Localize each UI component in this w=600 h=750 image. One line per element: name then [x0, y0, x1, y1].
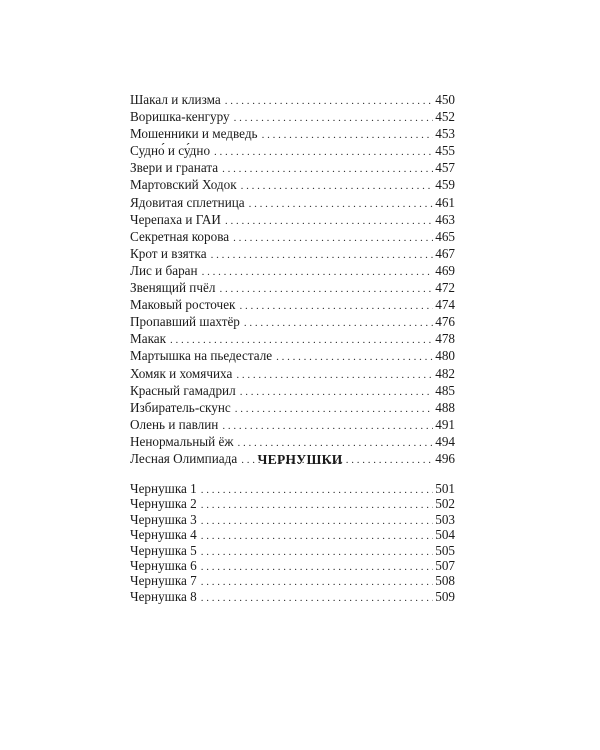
toc-entry-page: 450 — [435, 92, 455, 107]
toc-entry-page: 502 — [435, 496, 455, 512]
dot-leader — [234, 110, 434, 127]
toc-entry — [130, 527, 455, 542]
toc-entry-title: Чернушка 7 — [130, 573, 197, 589]
toc-entry — [130, 176, 455, 193]
dot-leader — [201, 498, 433, 513]
toc-entry-title: Чернушка 6 — [130, 557, 197, 573]
toc-entry — [130, 496, 455, 511]
toc-entry — [130, 347, 455, 364]
toc-entry-title: Чернушка 3 — [130, 511, 197, 527]
toc-entry — [130, 245, 455, 262]
toc-entry — [130, 382, 455, 399]
dot-leader — [235, 401, 433, 418]
toc-entry-page: 478 — [435, 331, 455, 347]
toc-entry — [130, 142, 455, 159]
dot-leader — [201, 560, 433, 575]
dot-leader — [201, 545, 433, 560]
dot-leader — [201, 483, 433, 498]
dot-leader — [237, 435, 433, 452]
toc-entry — [130, 91, 455, 108]
toc-entry — [130, 296, 455, 313]
dot-leader — [240, 384, 434, 401]
toc-entry — [130, 365, 455, 382]
toc-entry-page: 463 — [435, 211, 455, 227]
toc-entry-page: 505 — [435, 542, 455, 558]
toc-entry — [130, 433, 455, 450]
toc-entry-page: 465 — [435, 228, 455, 244]
toc-entry-page: 461 — [435, 194, 455, 210]
toc-entry-page: 501 — [435, 481, 455, 496]
dot-leader — [201, 591, 433, 606]
toc-entry — [130, 543, 455, 558]
dot-leader — [249, 196, 434, 213]
dot-leader — [233, 230, 433, 247]
toc-entry — [130, 125, 455, 142]
dot-leader — [225, 213, 433, 230]
toc-entry-title: Макак — [130, 331, 167, 347]
toc-entry — [130, 416, 455, 433]
toc-entry-title: Лис и баран — [130, 262, 198, 278]
toc-entry-page: 503 — [435, 511, 455, 527]
toc-entry-page: 474 — [435, 297, 455, 313]
toc-entry-page: 452 — [435, 109, 455, 125]
toc-entry-page: 496 — [435, 450, 455, 466]
toc-entry-title: Чернушка 4 — [130, 527, 197, 543]
toc-entry — [130, 573, 455, 588]
toc-entry-title: Хомяк и хомячиха — [130, 365, 233, 381]
dot-leader — [201, 529, 433, 544]
toc-entry — [130, 589, 455, 604]
toc-entry-title: Чернушка 1 — [130, 481, 197, 496]
toc-entry-title: Красный гамадрил — [130, 382, 236, 398]
toc-entry — [130, 279, 455, 296]
dot-leader — [211, 247, 434, 264]
toc-entry-title: Чернушка 5 — [130, 542, 197, 558]
toc-entry — [130, 512, 455, 527]
toc-entry-page: 467 — [435, 245, 455, 261]
toc-entry-page: 472 — [435, 280, 455, 296]
toc-entry — [130, 194, 455, 211]
dot-leader — [244, 315, 433, 332]
toc-entry-page: 504 — [435, 527, 455, 543]
toc-entry-title: Крот и взятка — [130, 245, 207, 261]
toc-entry-title: Мошенники и медведь — [130, 126, 258, 142]
dot-leader — [222, 418, 433, 435]
toc-entry-title: Олень и павлин — [130, 416, 219, 432]
toc-entry-title: Избиратель-скунс — [130, 399, 231, 415]
toc-entry-title: Черепаха и ГАИ — [130, 211, 221, 227]
toc-entry-page: 480 — [435, 348, 455, 364]
toc-entry — [130, 330, 455, 347]
dot-leader — [201, 575, 433, 590]
dot-leader — [214, 144, 433, 161]
toc-entry-title: Пропавший шахтёр — [130, 314, 240, 330]
toc-entry — [130, 262, 455, 279]
toc-entry-title: Шакал и клизма — [130, 92, 221, 107]
toc-entry-title: Маковый росточек — [130, 297, 236, 313]
dot-leader — [262, 127, 434, 144]
toc-entry-page: 453 — [435, 126, 455, 142]
toc-entry — [130, 228, 455, 245]
toc-entry-page: 507 — [435, 557, 455, 573]
toc-entry — [130, 481, 455, 496]
dot-leader — [225, 93, 433, 110]
toc-entry-title: Звери и граната — [130, 160, 219, 176]
toc-entry-page: 482 — [435, 365, 455, 381]
toc-entry-title: Ядовитая сплетница — [130, 194, 245, 210]
toc-entry-page: 509 — [435, 588, 455, 604]
dot-leader — [202, 264, 434, 281]
toc-list-section — [130, 481, 455, 604]
toc-list-main — [130, 91, 455, 467]
toc-entry-page: 485 — [435, 382, 455, 398]
dot-leader — [239, 298, 433, 315]
toc-entry — [130, 313, 455, 330]
toc-entry-page: 469 — [435, 262, 455, 278]
dot-leader — [219, 281, 433, 298]
section-heading: ЧЕРНУШКИ — [257, 452, 343, 467]
dot-leader — [236, 367, 433, 384]
toc-entry-page: 459 — [435, 177, 455, 193]
dot-leader — [222, 161, 433, 178]
toc-entry-title: Мартовский Ходок — [130, 177, 237, 193]
toc-entry-title: Лесная Олимпиада — [130, 450, 238, 466]
toc-entry-page: 455 — [435, 143, 455, 159]
toc-entry-title: Воришка-кенгуру — [130, 109, 230, 125]
toc-entry-title: Звенящий пчёл — [130, 280, 216, 296]
dot-leader — [276, 349, 433, 366]
toc-entry-title: Чернушка 8 — [130, 588, 197, 604]
toc-entry-title: Судно́ и су́дно — [130, 143, 211, 159]
toc-entry-title: Чернушка 2 — [130, 496, 197, 512]
dot-leader — [201, 514, 433, 529]
toc-entry-title: Ненормальный ёж — [130, 433, 234, 449]
toc-entry-page: 508 — [435, 573, 455, 589]
toc-entry-page: 476 — [435, 314, 455, 330]
toc-entry-page: 457 — [435, 160, 455, 176]
toc-entry — [130, 558, 455, 573]
toc-entry-page: 491 — [435, 416, 455, 432]
toc-entry-title: Секретная корова — [130, 228, 230, 244]
toc-entry — [130, 211, 455, 228]
toc-entry — [130, 108, 455, 125]
dot-leader — [241, 178, 434, 195]
toc-entry-page: 488 — [435, 399, 455, 415]
toc-entry-title: Мартышка на пьедестале — [130, 348, 273, 364]
toc-entry — [130, 399, 455, 416]
toc-entry-page: 494 — [435, 433, 455, 449]
toc-entry — [130, 159, 455, 176]
